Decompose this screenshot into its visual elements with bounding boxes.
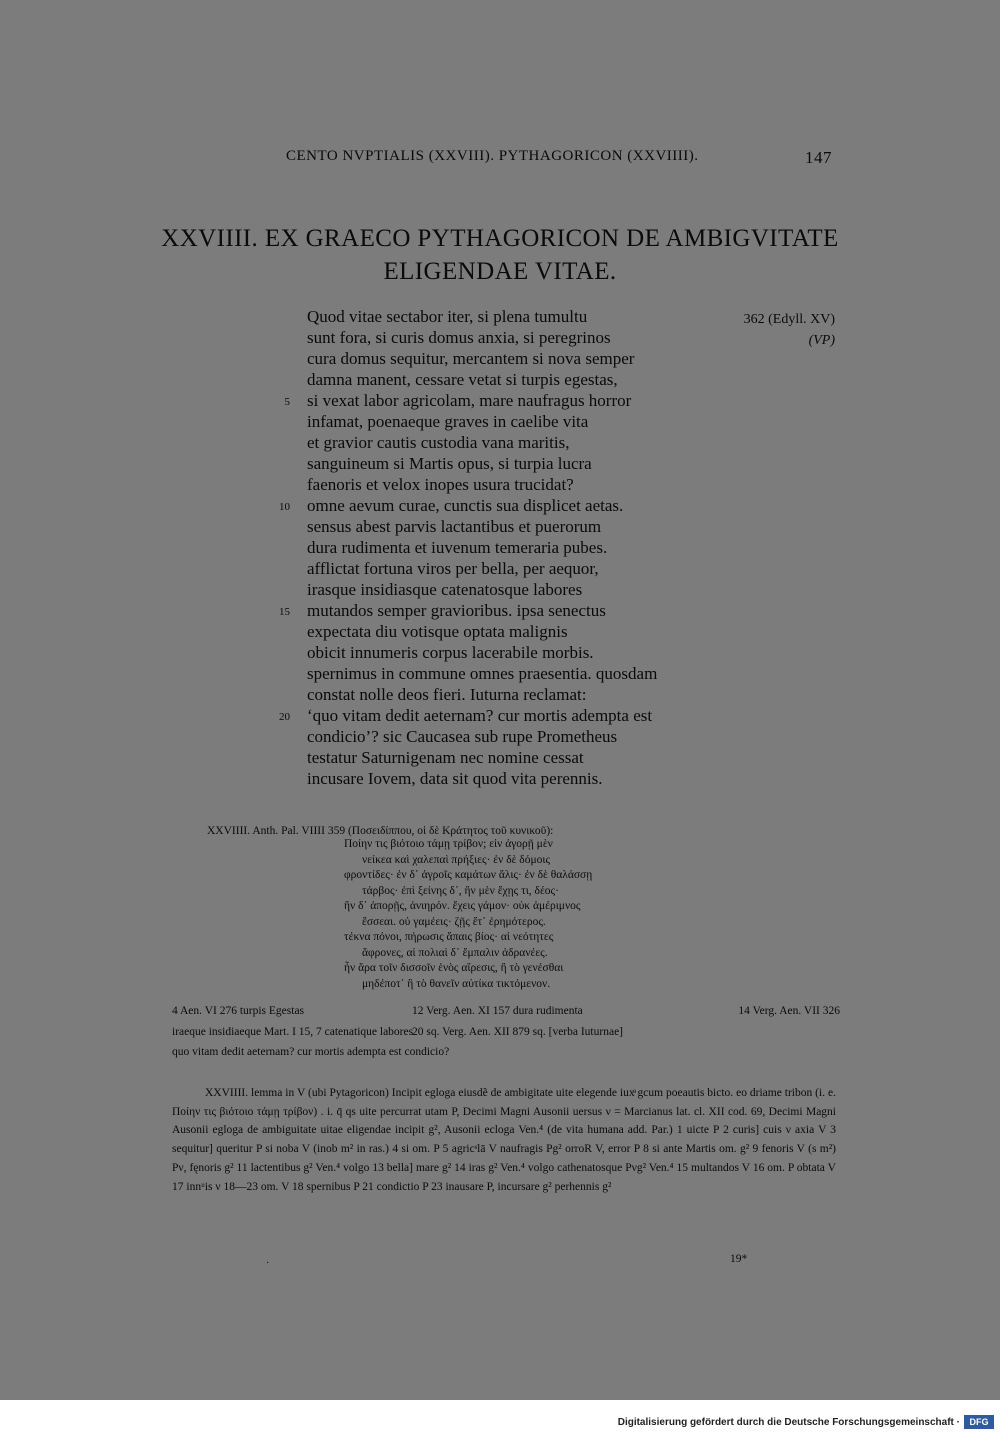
- poem-line-text: condicio’? sic Caucasea sub rupe Prometheus: [307, 727, 618, 746]
- source-row: [172, 1042, 840, 1063]
- poem-line-text: sanguineum si Martis opus, si turpia lucra: [307, 454, 592, 473]
- poem-line: [284, 390, 737, 411]
- poem-line-text: constat nolle deos fieri. Iuturna reclamat:: [307, 685, 587, 704]
- poem-line-text: cura domus sequitur, mercantem si nova semper: [307, 349, 635, 368]
- poem-line: [307, 516, 737, 537]
- source-note: quo vitam dedit aeternam? cur mortis adempta est condicio?: [172, 1046, 450, 1058]
- greek-epigram: [344, 837, 687, 992]
- poem-text: [279, 306, 737, 789]
- poem-line-text: ‘quo vitam dedit aeternam? cur mortis adempta est: [307, 706, 653, 725]
- footer-credit: Digitalisierung gefördert durch die Deutsche Forschungsgemeinschaft ·: [617, 1417, 960, 1428]
- margin-reference: 362 (Edyll. XV): [743, 312, 835, 327]
- poem-line-text: omne aevum curae, cunctis sua displicet aetas.: [307, 496, 624, 515]
- poem-line-text: faenoris et velox inopes usura trucidat?: [307, 475, 574, 494]
- poem-line-text: sunt fora, si curis domus anxia, si peregrinos: [307, 328, 611, 347]
- poem-line: [307, 537, 737, 558]
- poem-line-text: spernimus in commune omnes praesentia. quosdam: [307, 664, 658, 683]
- poem-line: [307, 348, 737, 369]
- poem-line-text: damna manent, cessare vetat si turpis egestas,: [307, 370, 618, 389]
- poem-title: [150, 222, 850, 288]
- source-note: [642, 1022, 840, 1043]
- poem-line: [307, 747, 737, 768]
- poem-line-text: Quod vitae sectabor iter, si plena tumultu: [307, 307, 588, 326]
- running-head: [286, 148, 832, 165]
- signature-mark: 19*: [730, 1253, 748, 1265]
- greek-line: τάρβος· ἐπὶ ξείνης δ᾽, ἢν μὲν ἔχῃς τι, δέος·: [362, 884, 559, 897]
- critical-apparatus: XXVIIII. lemma in V (ubi Pytagoricon) Incipit egloga eiusdẽ de ambigitate uite elegende iuxͣ gcum poeautis bicto. eo driame tribon (i. e. Ποίην τις βιότοιο τάμῃ τρίβον) . i. q̄ qs uite percurrat utam P, Decimi Magni Ausonii uersus ν = Marcianus lat. cl. XII cod. 69, Decimi Magni Ausonii egloga de ambiguitate uitae eligendae incipit g², Ausonii ecloga Ven.⁴ (de vita humana add. Par.) 1 uicte P 2 curis] cuis ν axia V 3 sequitur] queritur P si noba V (inob m² in ras.) 4 si om. P 5 agricˢlā V naufragis Pg² orroR V, error P 8 si ante Martis om. g² 9 fenoris V (s m²) Pν, fęnoris g² 11 lactentibus g² Ven.⁴ volgo 13 bella] mare g² 14 iras g² Ven.⁴ volgo cathenatosque Pνg² Ven.⁴ 15 multandos V 16 om. P obtata V 17 innᵘis ν 18—23 om. V 18 spernibus P 21 condictio P 23 inausare P, incursare g² perhennis g²: [172, 1087, 836, 1193]
- poem-line: [307, 621, 737, 642]
- poem-line-text: expectata diu votisque optata malignis: [307, 622, 568, 641]
- source-note: iraeque insidiaeque Mart. I 15, 7 catenatique labores: [172, 1025, 414, 1038]
- margin-note: [730, 309, 835, 351]
- greek-line: ἦν ἄρα τοῖν δισσοῖν ἑνὸς αἵρεσις, ἢ τὸ γενέσθαι: [344, 962, 564, 974]
- poem-line-text: dura rudimenta et iuvenum temeraria pubes.: [307, 538, 608, 557]
- poem-line-text: si vexat labor agricolam, mare naufragus horror: [307, 391, 632, 410]
- greek-line: φροντίδες· ἐν δ᾽ ἀγροῖς καμάτων ἅλις· ἐν δὲ θαλάσσῃ: [344, 869, 593, 881]
- line-number: 10: [279, 501, 290, 513]
- title-line: XXVIIII. EX GRAECO PYTHAGORICON DE AMBIGVITATE: [161, 225, 839, 252]
- poem-line-text: testatur Saturnigenam nec nomine cessat: [307, 748, 584, 767]
- poem-line: [307, 768, 737, 789]
- source-notes: [172, 1001, 840, 1063]
- poem-line-text: mutandos semper gravioribus. ipsa senectus: [307, 601, 606, 620]
- line-number: 15: [279, 606, 290, 618]
- greek-line: Ποίην τις βιότοιο τάμῃ τρίβον; εἰν ἀγορῇ μὲν: [344, 838, 553, 850]
- poem-line: [307, 642, 737, 663]
- poem-line: [307, 327, 737, 348]
- poem-line: [307, 663, 737, 684]
- poem-line-text: sensus abest parvis lactantibus et puerorum: [307, 517, 602, 536]
- dfg-logo: DFG: [964, 1415, 994, 1429]
- poem-line-text: et gravior cautis custodia vana maritis,: [307, 433, 570, 452]
- poem-line: [307, 432, 737, 453]
- line-number: 20: [279, 711, 290, 723]
- greek-line: νείκεα καὶ χαλεπαὶ πρήξιες· ἐν δὲ δόμοις: [362, 853, 551, 866]
- poem-line-text: obicit innumeris corpus lacerabile morbis.: [307, 643, 594, 662]
- source-note: 20 sq. Verg. Aen. XII 879 sq. [verba Iuturnae]: [412, 1025, 623, 1038]
- poem-line: [307, 453, 737, 474]
- greek-line: ἄφρονες, αἱ πολιαὶ δ᾽ ἔμπαλιν ἀδρανέες.: [362, 946, 548, 959]
- poem-line: [307, 369, 737, 390]
- poem-line: [279, 600, 737, 621]
- line-number: 5: [284, 396, 290, 408]
- poem-line: [307, 558, 737, 579]
- poem-line-text: afflictat fortuna viros per bella, per aequor,: [307, 559, 599, 578]
- footer-bar: [0, 1400, 1000, 1434]
- poem-line: [307, 474, 737, 495]
- poem-line: [279, 495, 737, 516]
- greek-line: ἢν δ᾽ ἀπορῇς, ἀνιηρόν. ἔχεις γάμον· οὐκ ἀμέριμνος: [344, 900, 581, 912]
- source-note: 12 Verg. Aen. XI 157 dura rudimenta: [412, 1005, 583, 1017]
- source-row: [172, 1022, 840, 1043]
- source-note: [642, 1042, 840, 1063]
- poem-line: [307, 684, 737, 705]
- source-note: 14 Verg. Aen. VII 326: [738, 1005, 840, 1017]
- poem-line: [279, 705, 737, 726]
- testimonia: [207, 825, 687, 992]
- page-number: 147: [805, 148, 832, 167]
- greek-line: μηδέποτ᾽ ἢ τὸ θανεῖν αὐτίκα τικτόμενον.: [362, 977, 551, 990]
- poem-line-text: irasque insidiasque catenatosque labores: [307, 580, 583, 599]
- poem-line: [307, 579, 737, 600]
- poem-line: [307, 306, 737, 327]
- greek-line: ἔσσεαι. οὐ γαμέεις· ζῇς ἔτ᾽ ἐρημότερος.: [362, 915, 546, 928]
- running-head-text: CENTO NVPTIALIS (XXVIII). PYTHAGORICON (XXVIIII).: [286, 148, 699, 164]
- margin-sigla: (VP): [808, 333, 835, 348]
- poem-line-text: infamat, poenaeque graves in caelibe vita: [307, 412, 589, 431]
- poem-line: [307, 726, 737, 747]
- poem-line: [307, 411, 737, 432]
- greek-line: τέκνα πόνοι, πήρωσις ἄπαις βίος· αἱ νεότητες: [344, 931, 554, 943]
- poem-line-text: incusare Iovem, data sit quod vita perennis.: [307, 769, 603, 788]
- source-note: [412, 1042, 642, 1063]
- source-note: 4 Aen. VI 276 turpis Egestas: [172, 1005, 305, 1017]
- printer-dot: ·: [266, 1258, 270, 1269]
- testimonia-head: XXVIIII. Anth. Pal. VIIII 359 (Ποσειδίππου, οἱ δὲ Κράτητος τοῦ κυνικοῦ):: [207, 825, 554, 837]
- source-row: [172, 1001, 840, 1022]
- title-line: ELIGENDAE VITAE.: [383, 258, 617, 285]
